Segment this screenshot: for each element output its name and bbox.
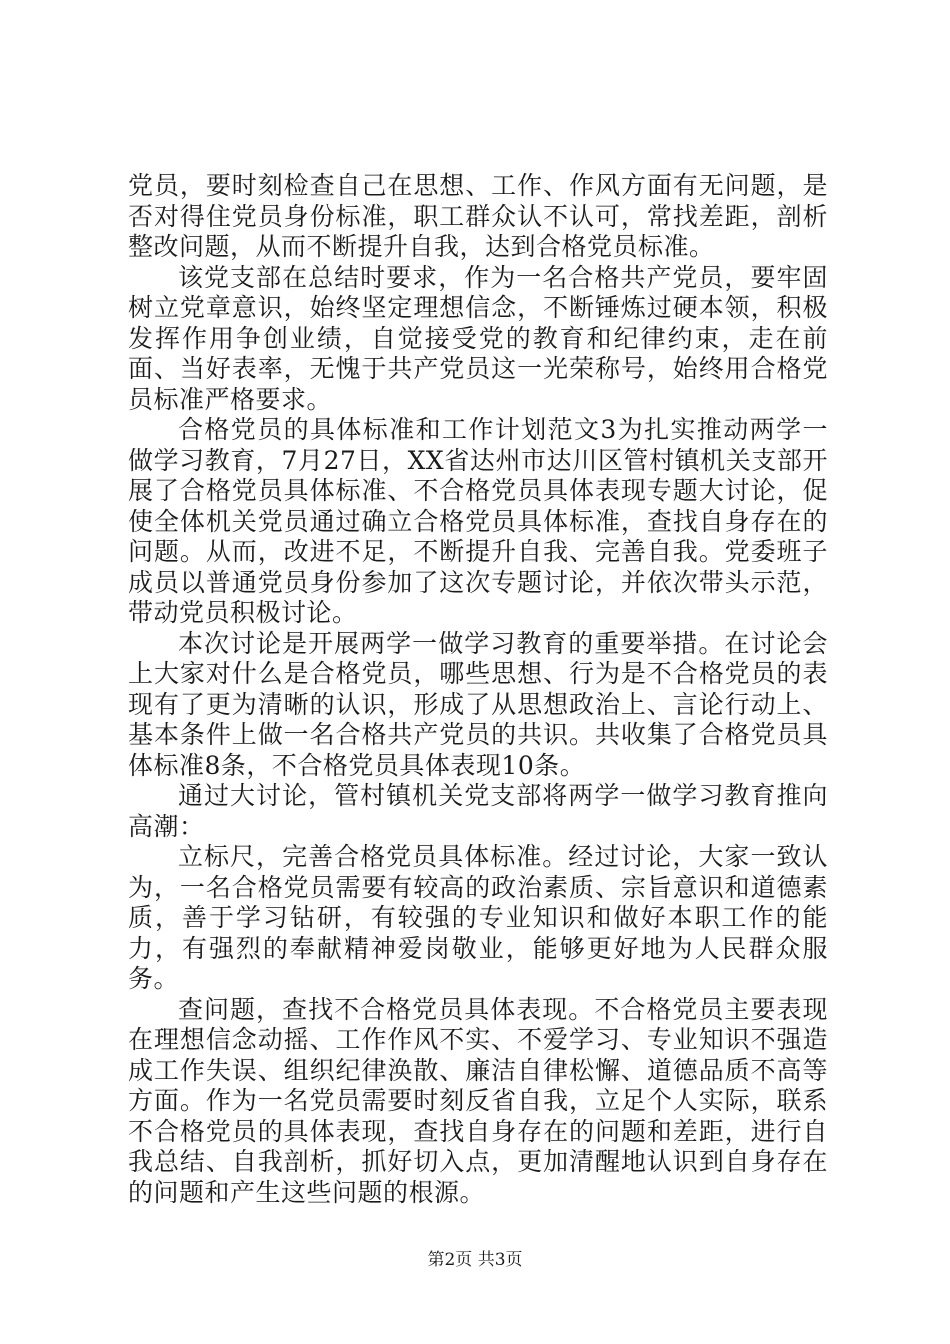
- paragraph-continuation: 党员，要时刻检查自己在思想、工作、作风方面有无问题，是否对得住党员身份标准，职工群众认不认可，常找差距，剖析整改问题，从而不断提升自我，达到合格党员标准。: [128, 171, 828, 261]
- document-body: [128, 171, 828, 1208]
- paragraph: 该党支部在总结时要求，作为一名合格共产党员，要牢固树立党章意识，始终坚定理想信念，不断锤炼过硬本领，积极发挥作用争创业绩，自觉接受党的教育和纪律约束，走在前面、当好表率，无愧于共产党员这一光荣称号，始终用合格党员标准严格要求。: [128, 262, 828, 414]
- page-footer: 第2页 共3页: [427, 1250, 523, 1270]
- paragraph: 本次讨论是开展两学一做学习教育的重要举措。在讨论会上大家对什么是合格党员，哪些思想、行为是不合格党员的表现有了更为清晰的认识，形成了从思想政治上、言论行动上、基本条件上做一名合格共产党员的共识。共收集了合格党员具体标准8条，不合格党员具体表现10条。: [128, 628, 828, 780]
- paragraph: 查问题，查找不合格党员具体表现。不合格党员主要表现在理想信念动摇、工作作风不实、不爱学习、专业知识不强造成工作失误、组织纪律涣散、廉洁自律松懈、道德品质不高等方面。作为一名党员需要时刻反省自我，立足个人实际，联系不合格党员的具体表现，查找自身存在的问题和差距，进行自我总结、自我剖析，抓好切入点，更加清醒地认识到自身存在的问题和产生这些问题的根源。: [128, 994, 828, 1207]
- paragraph: 通过大讨论，管村镇机关党支部将两学一做学习教育推向高潮：: [128, 781, 828, 841]
- paragraph: 合格党员的具体标准和工作计划范文3为扎实推动两学一做学习教育，7月27日，XX省达州市达川区管村镇机关支部开展了合格党员具体标准、不合格党员具体表现专题大讨论，促使全体机关党员通过确立合格党员具体标准，查找自身存在的问题。从而，改进不足，不断提升自我、完善自我。党委班子成员以普通党员身份参加了这次专题讨论，并依次带头示范，带动党员积极讨论。: [128, 415, 828, 627]
- paragraph: 立标尺，完善合格党员具体标准。经过讨论，大家一致认为，一名合格党员需要有较高的政治素质、宗旨意识和道德素质，善于学习钻研，有较强的专业知识和做好本职工作的能力，有强烈的奉献精神爱岗敬业，能够更好地为人民群众服务。: [128, 842, 828, 993]
